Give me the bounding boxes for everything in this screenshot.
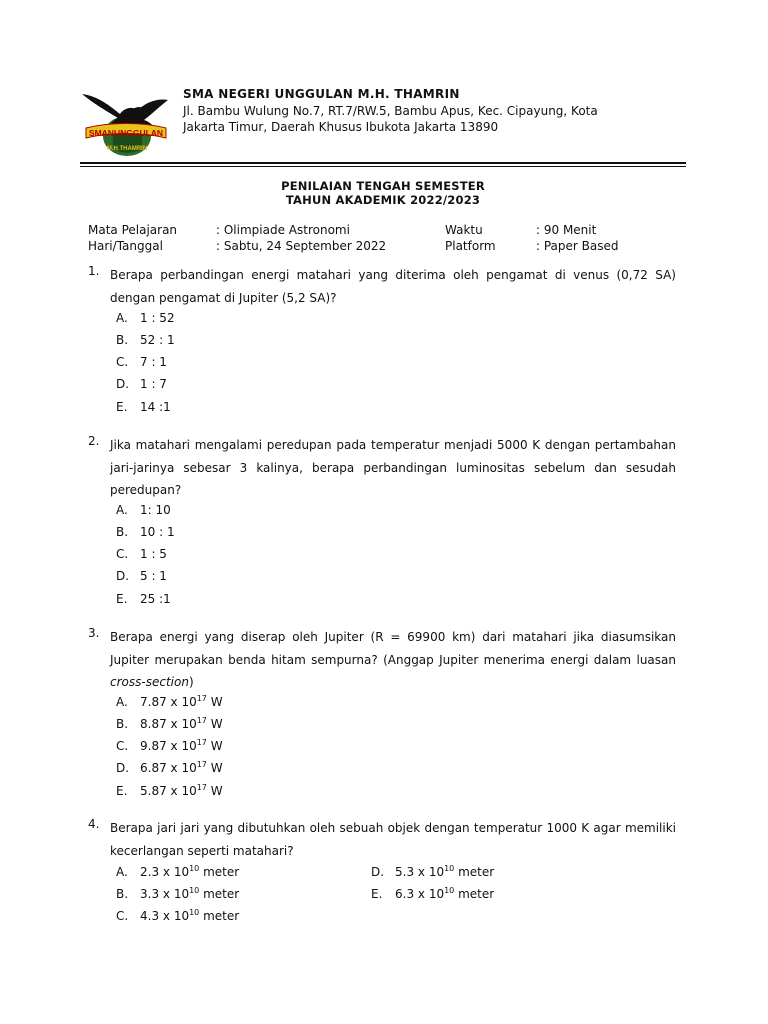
- platform-value: : Paper Based: [536, 238, 619, 253]
- option-e[interactable]: E. 14 :1: [116, 400, 171, 414]
- option-a[interactable]: A. 1: 10: [116, 503, 171, 517]
- header-divider-thin: [80, 166, 686, 167]
- question-4: [88, 817, 676, 862]
- header-divider-thick: [80, 162, 686, 164]
- option-c[interactable]: C. 9.87 x $10^{17}$ W: [116, 738, 223, 753]
- meta-values-left: [216, 223, 386, 254]
- exam-title-line2: TAHUN AKADEMIK 2022/2023: [285, 193, 481, 207]
- option-e[interactable]: E. 25 :1: [116, 592, 171, 606]
- meta-values-right: [536, 223, 619, 254]
- option-c[interactable]: C. 4.3 x $10^{10}$ meter: [116, 908, 240, 923]
- date-label: Hari/Tanggal: [88, 238, 163, 253]
- platform-label: Platform: [445, 238, 496, 253]
- option-b[interactable]: B. 3.3 x $10^{10}$ meter: [116, 886, 240, 901]
- option-a[interactable]: A. 2.3 x $10^{10}$ meter: [116, 864, 240, 879]
- option-d[interactable]: D. 1 : 7: [116, 377, 167, 391]
- subject-label: Mata Pelajaran: [88, 223, 178, 237]
- school-header: [183, 86, 598, 136]
- option-c[interactable]: C. 1 : 5: [116, 547, 167, 561]
- option-e[interactable]: E. 6.3 x $10^{10}$ meter: [371, 886, 495, 901]
- school-name: SMA NEGERI UNGGULAN M.H. THAMRIN: [183, 87, 460, 101]
- option-b[interactable]: B. 10 : 1: [116, 525, 175, 539]
- question-text: Berapa jari jari yang dibutuhkan oleh sebuah objek dengan temperatur 1000 K agar memiliki kecerlangan seperti matahari?: [110, 821, 676, 858]
- exam-title-line1: PENILAIAN TENGAH SEMESTER: [281, 179, 485, 193]
- school-address-line2: Jakarta Timur, Daerah Khusus Ibukota Jakarta 13890: [183, 120, 499, 134]
- option-a[interactable]: A. 7.87 x $10^{17}$ W: [116, 694, 223, 709]
- question-text-italic: cross-section: [110, 675, 189, 689]
- option-d[interactable]: D. 5 : 1: [116, 569, 167, 583]
- question-number: 1.: [88, 264, 100, 278]
- question-2: [88, 434, 676, 502]
- exam-title: [80, 179, 686, 207]
- date-value: : Sabtu, 24 September 2022: [216, 238, 387, 253]
- option-d[interactable]: D. 6.87 x $10^{17}$ W: [116, 760, 223, 775]
- school-logo-eagle-icon: [80, 84, 170, 160]
- meta-labels-left: [88, 223, 177, 254]
- question-number: 4.: [88, 817, 100, 831]
- question-1: [88, 264, 676, 309]
- time-label: Waktu: [445, 223, 483, 237]
- option-d[interactable]: D. 5.3 x $10^{10}$ meter: [371, 864, 495, 879]
- option-a[interactable]: A. 1 : 52: [116, 311, 175, 325]
- svg-text:M.H.THAMRIN: M.H.THAMRIN: [106, 146, 148, 152]
- question-3: [88, 626, 676, 694]
- subject-value: : Olimpiade Astronomi: [216, 223, 350, 237]
- time-value: : 90 Menit: [536, 223, 597, 237]
- question-number: 2.: [88, 434, 100, 448]
- school-address-line1: Jl. Bambu Wulung No.7, RT.7/RW.5, Bambu Apus, Kec. Cipayung, Kota: [183, 103, 598, 118]
- option-e[interactable]: E. 5.87 x $10^{17}$ W: [116, 783, 223, 798]
- option-b[interactable]: B. 52 : 1: [116, 333, 175, 347]
- option-b[interactable]: B. 8.87 x $10^{17}$ W: [116, 716, 223, 731]
- question-text: Berapa energi yang diserap oleh Jupiter (R = 69900 km) dari matahari jika diasumsikan Jupiter merupakan benda hitam sempurna? (Anggap Jupiter menerima energi dalam luasan cross-section): [110, 630, 676, 689]
- meta-labels-right: [445, 223, 496, 254]
- option-c[interactable]: C. 7 : 1: [116, 355, 167, 369]
- svg-text:SMANUNGGULAN: SMANUNGGULAN: [88, 128, 164, 138]
- question-text: Jika matahari mengalami peredupan pada temperatur menjadi 5000 K dengan pertambahan jari-jarinya sebesar 3 kalinya, berapa perbandingan luminositas sebelum dan sesudah peredupan?: [110, 438, 676, 497]
- question-text: Berapa perbandingan energi matahari yang diterima oleh pengamat di venus (0,72 SA) dengan pengamat di Jupiter (5,2 SA)?: [110, 268, 676, 305]
- question-number: 3.: [88, 626, 100, 640]
